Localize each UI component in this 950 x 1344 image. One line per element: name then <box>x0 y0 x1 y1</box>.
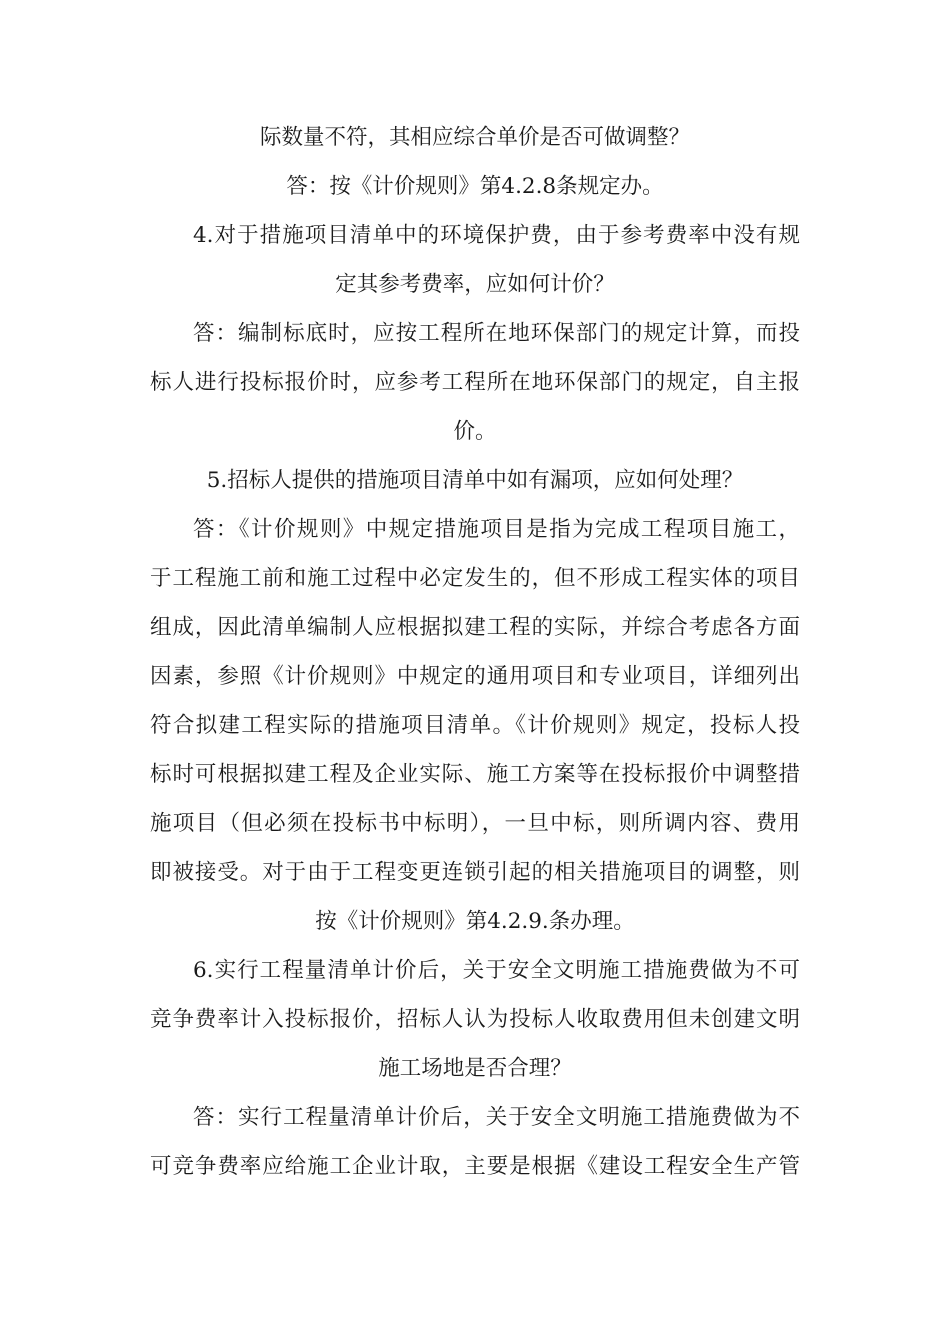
text-line: 标人进行投标报价时，应参考工程所在地环保部门的规定，自主报 <box>150 370 800 395</box>
question-line: 5.招标人提供的措施项目清单中如有漏项，应如何处理？ <box>206 468 744 493</box>
answer-line: 答：实行工程量清单计价后，关于安全文明施工措施费做为不 <box>193 1105 800 1130</box>
answer-line: 答：《计价规则》中规定措施项目是指为完成工程项目施工， <box>193 517 800 542</box>
text-line: 可竞争费率应给施工企业计取，主要是根据《建设工程安全生产管 <box>150 1154 800 1179</box>
question-line: 竞争费率计入投标报价，招标人认为投标人收取费用但未创建文明 <box>150 1007 800 1032</box>
answer-line: 答：编制标底时，应按工程所在地环保部门的规定计算，而投 <box>193 321 800 346</box>
question-line: 4.对于措施项目清单中的环境保护费，由于参考费率中没有规 <box>193 223 800 248</box>
text-line: 标时可根据拟建工程及企业实际、施工方案等在投标报价中调整措 <box>150 762 800 787</box>
text-line: 因素，参照《计价规则》中规定的通用项目和专业项目，详细列出 <box>150 664 800 689</box>
text-line: 际数量不符，其相应综合单价是否可做调整？ <box>259 125 690 150</box>
text-line: 于工程施工前和施工过程中必定发生的，但不形成工程实体的项目 <box>150 566 800 591</box>
text-line: 按《计价规则》第4.2.9.条办理。 <box>315 909 635 934</box>
question-line: 定其参考费率，应如何计价？ <box>335 272 615 297</box>
text-line: 施项目（但必须在投标书中标明），一旦中标，则所调内容、费用 <box>150 811 800 836</box>
text-line: 组成，因此清单编制人应根据拟建工程的实际，并综合考虑各方面 <box>150 615 800 640</box>
text-line: 符合拟建工程实际的措施项目清单。《计价规则》规定，投标人投 <box>150 713 800 738</box>
question-line: 6.实行工程量清单计价后，关于安全文明施工措施费做为不可 <box>193 958 800 983</box>
text-line: 即被接受。对于由于工程变更连锁引起的相关措施项目的调整，则 <box>150 860 800 885</box>
answer-line: 答：按《计价规则》第4.2.8条规定办。 <box>286 174 664 199</box>
question-line: 施工场地是否合理？ <box>378 1056 572 1081</box>
text-line: 价。 <box>453 419 497 444</box>
